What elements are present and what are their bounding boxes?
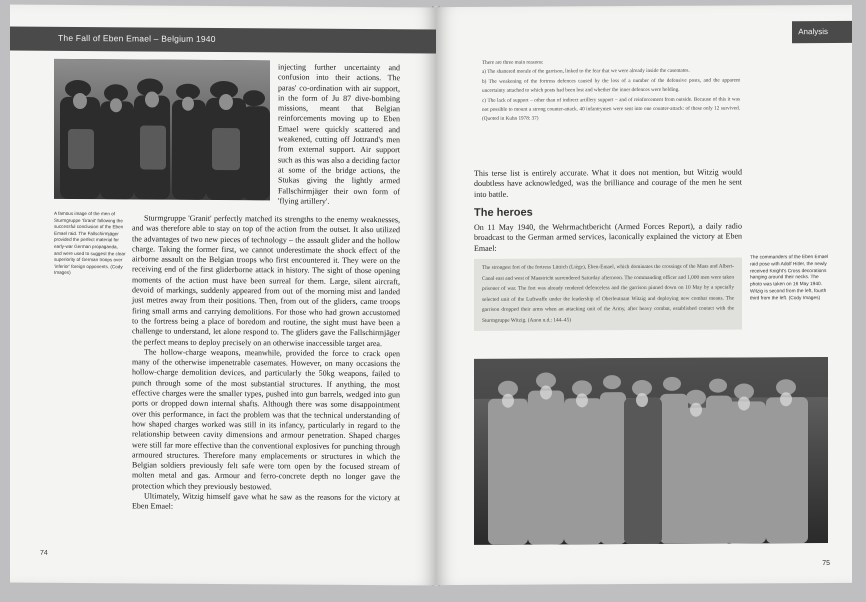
right-running-head-band [792, 21, 852, 43]
left-paragraph-2: The hollow-charge weapons, meanwhile, provided the force to crack open many of the otherwise impenetrable casemates. However, on many occasions the hollow-charge demolition devices, and particularly the 50kg weapons, failed to punch through some of the most substantial structures. If anything, the most effective charges were the smaller types, pushed into gun barrels, wedged into gun ports or dropped down internal shafts. Although there was some disappointment over this performance, in fact the problem was that the technical understanding of how shaped charges worked was still in its infancy, particularly in regard to the relationship between cavity dimensions and armour penetration. Shaped charges were still far more effective than the conventional explosives for punching through armoured structures. Therefore many emplacements or structures in which the Belgian soldiers previously felt safe were torn open by the focused stream of molten metal and gas. Armour and ferro-concrete depth no longer gave the protection which they previously bestowed. [132, 347, 400, 492]
witzig-reasons-quote [482, 57, 740, 124]
left-paragraph-1: Sturmgruppe 'Granit' perfectly matched its strengths to the enemy weaknesses, and was therefore able to stay on top of the action from the outset. It also utilized the advantages of two new pieces of technology – the assault glider and the hollow charge. Taking the former first, we cannot underestimate the shock effect of the airborne assault on the Belgian troops who first encountered it. They were on the receiving end of the first gliderborne attack in history. The sight of those opening moments of the action must have been surreal for them. Large, silent aircraft, devoid of markings, suddenly appeared from out of the morning mist and landed just metres away from their positions. Then, from out of the gliders, came troops firing small arms and carrying demolitions. For those who had grown accustomed to the fortress being a place of boredom and routine, the sight must have been a challenge to understand, let alone respond to. The gliders gave the Fallschirmjäger the perfect means to deploy precisely on an otherwise inaccessible target area. [132, 213, 400, 348]
right-page [436, 5, 852, 585]
right-paragraph-2: On 11 May 1940, the Wehrmachtbericht (Armed Forces Report), a daily radio broadcast to the German armed services, laconically explained the victory at Eben Emael: [474, 221, 742, 253]
left-page-number: 74 [40, 549, 48, 557]
right-running-head: Analysis [798, 27, 828, 37]
left-running-head-band [10, 27, 436, 54]
quote-intro: There are three main reasons: [482, 59, 544, 66]
quote-reason-c: c) The lack of support – other than of indirect artillery support – and of reinforcement from outside. Because of this it was not possible to mount a strong counter-attack. 40 infantrymen were sent into one counter-attack: of these only 12 survived. (Quoted in Kuhn 1978: 37) [482, 96, 740, 123]
right-page-number: 75 [822, 560, 830, 568]
left-main-text [132, 213, 400, 513]
left-page [10, 5, 436, 586]
commanders-with-hitler-photo [474, 357, 828, 545]
left-column-text [278, 62, 400, 207]
right-main-text [474, 167, 742, 199]
right-heroes-text [474, 221, 742, 253]
book-spread [6, 6, 858, 592]
left-column-paragraph: injecting further uncertainty and confusion into their actions. The paras' co-ordination with air support, in the form of Ju 87 dive-bombing missions, meant that Belgian reinforcements moving up to Eben Emael were quickly scattered and weakened, cutting off Jottrand's men from external support. Air support such as this was also a deciding factor at some of the bridge actions, the Stukas giving the lightly armed Fallschirmjäger their own form of 'flying artillery'. [278, 62, 400, 206]
section-heading: The heroes [474, 206, 533, 219]
wehrmachtbericht-quote: The strongest fort of the fortress Lüttich (Liège), Eben-Emael, which dominates the crossings of the Maas and Albert-Canal east and west of Maastricht surrendered Saturday afternoon. The commanding officer and 1,000 men were taken prisoner of war. The fort was already rendered defenceless and the garrison pinned down on 10 May by a specially selected unit of the Luftwaffe under the leadership of Oberleutnant Witzig and deploying new combat means. The garrison dropped their arms when an attacking unit of the Army, after heavy combat, established contact with the Sturmgruppe Witzig. (Anon n.d.: 144–45) [474, 257, 742, 330]
left-photo-caption: A famous image of the men of Sturmgruppe 'Granit' following the successful conclusion of the Eben Emael raid. The Fallschirmjäger provided the perfect material for early-war German propaganda, and were used to suggest the clear superiority of German troops over 'inferior' foreign opponents. (Cody Images) [54, 210, 126, 276]
right-photo-caption: The commanders of the Eben Emael raid pose with Adolf Hitler, the newly received Knight's Cross decorations hanging around their necks. The photo was taken on 16 May 1940. Witzig is second from the left, fourth third from the left. (Cody Images) [750, 255, 829, 302]
left-running-head: The Fall of Eben Emael – Belgium 1940 [58, 32, 216, 44]
left-paragraph-3: Ultimately, Witzig himself gave what he saw as the reasons for the victory at Eben Emael: [132, 491, 400, 511]
right-paragraph-1: This terse list is entirely accurate. What it does not mention, but Witzig would doubtless have acknowledged, was the brilliance and courage of the men he sent into battle. [474, 167, 742, 199]
quote-reason-a: a) The shattered morale of the garrison, linked to the fear that we were already inside the casemates. [482, 68, 690, 76]
quote-reason-b: b) The weakening of the fortress defences caused by the loss of a number of the defensive posts, and the apparent uncertainty attached to which posts had been lost and whether the inner defences were holding. [482, 77, 740, 95]
paratroopers-photo [54, 59, 270, 201]
